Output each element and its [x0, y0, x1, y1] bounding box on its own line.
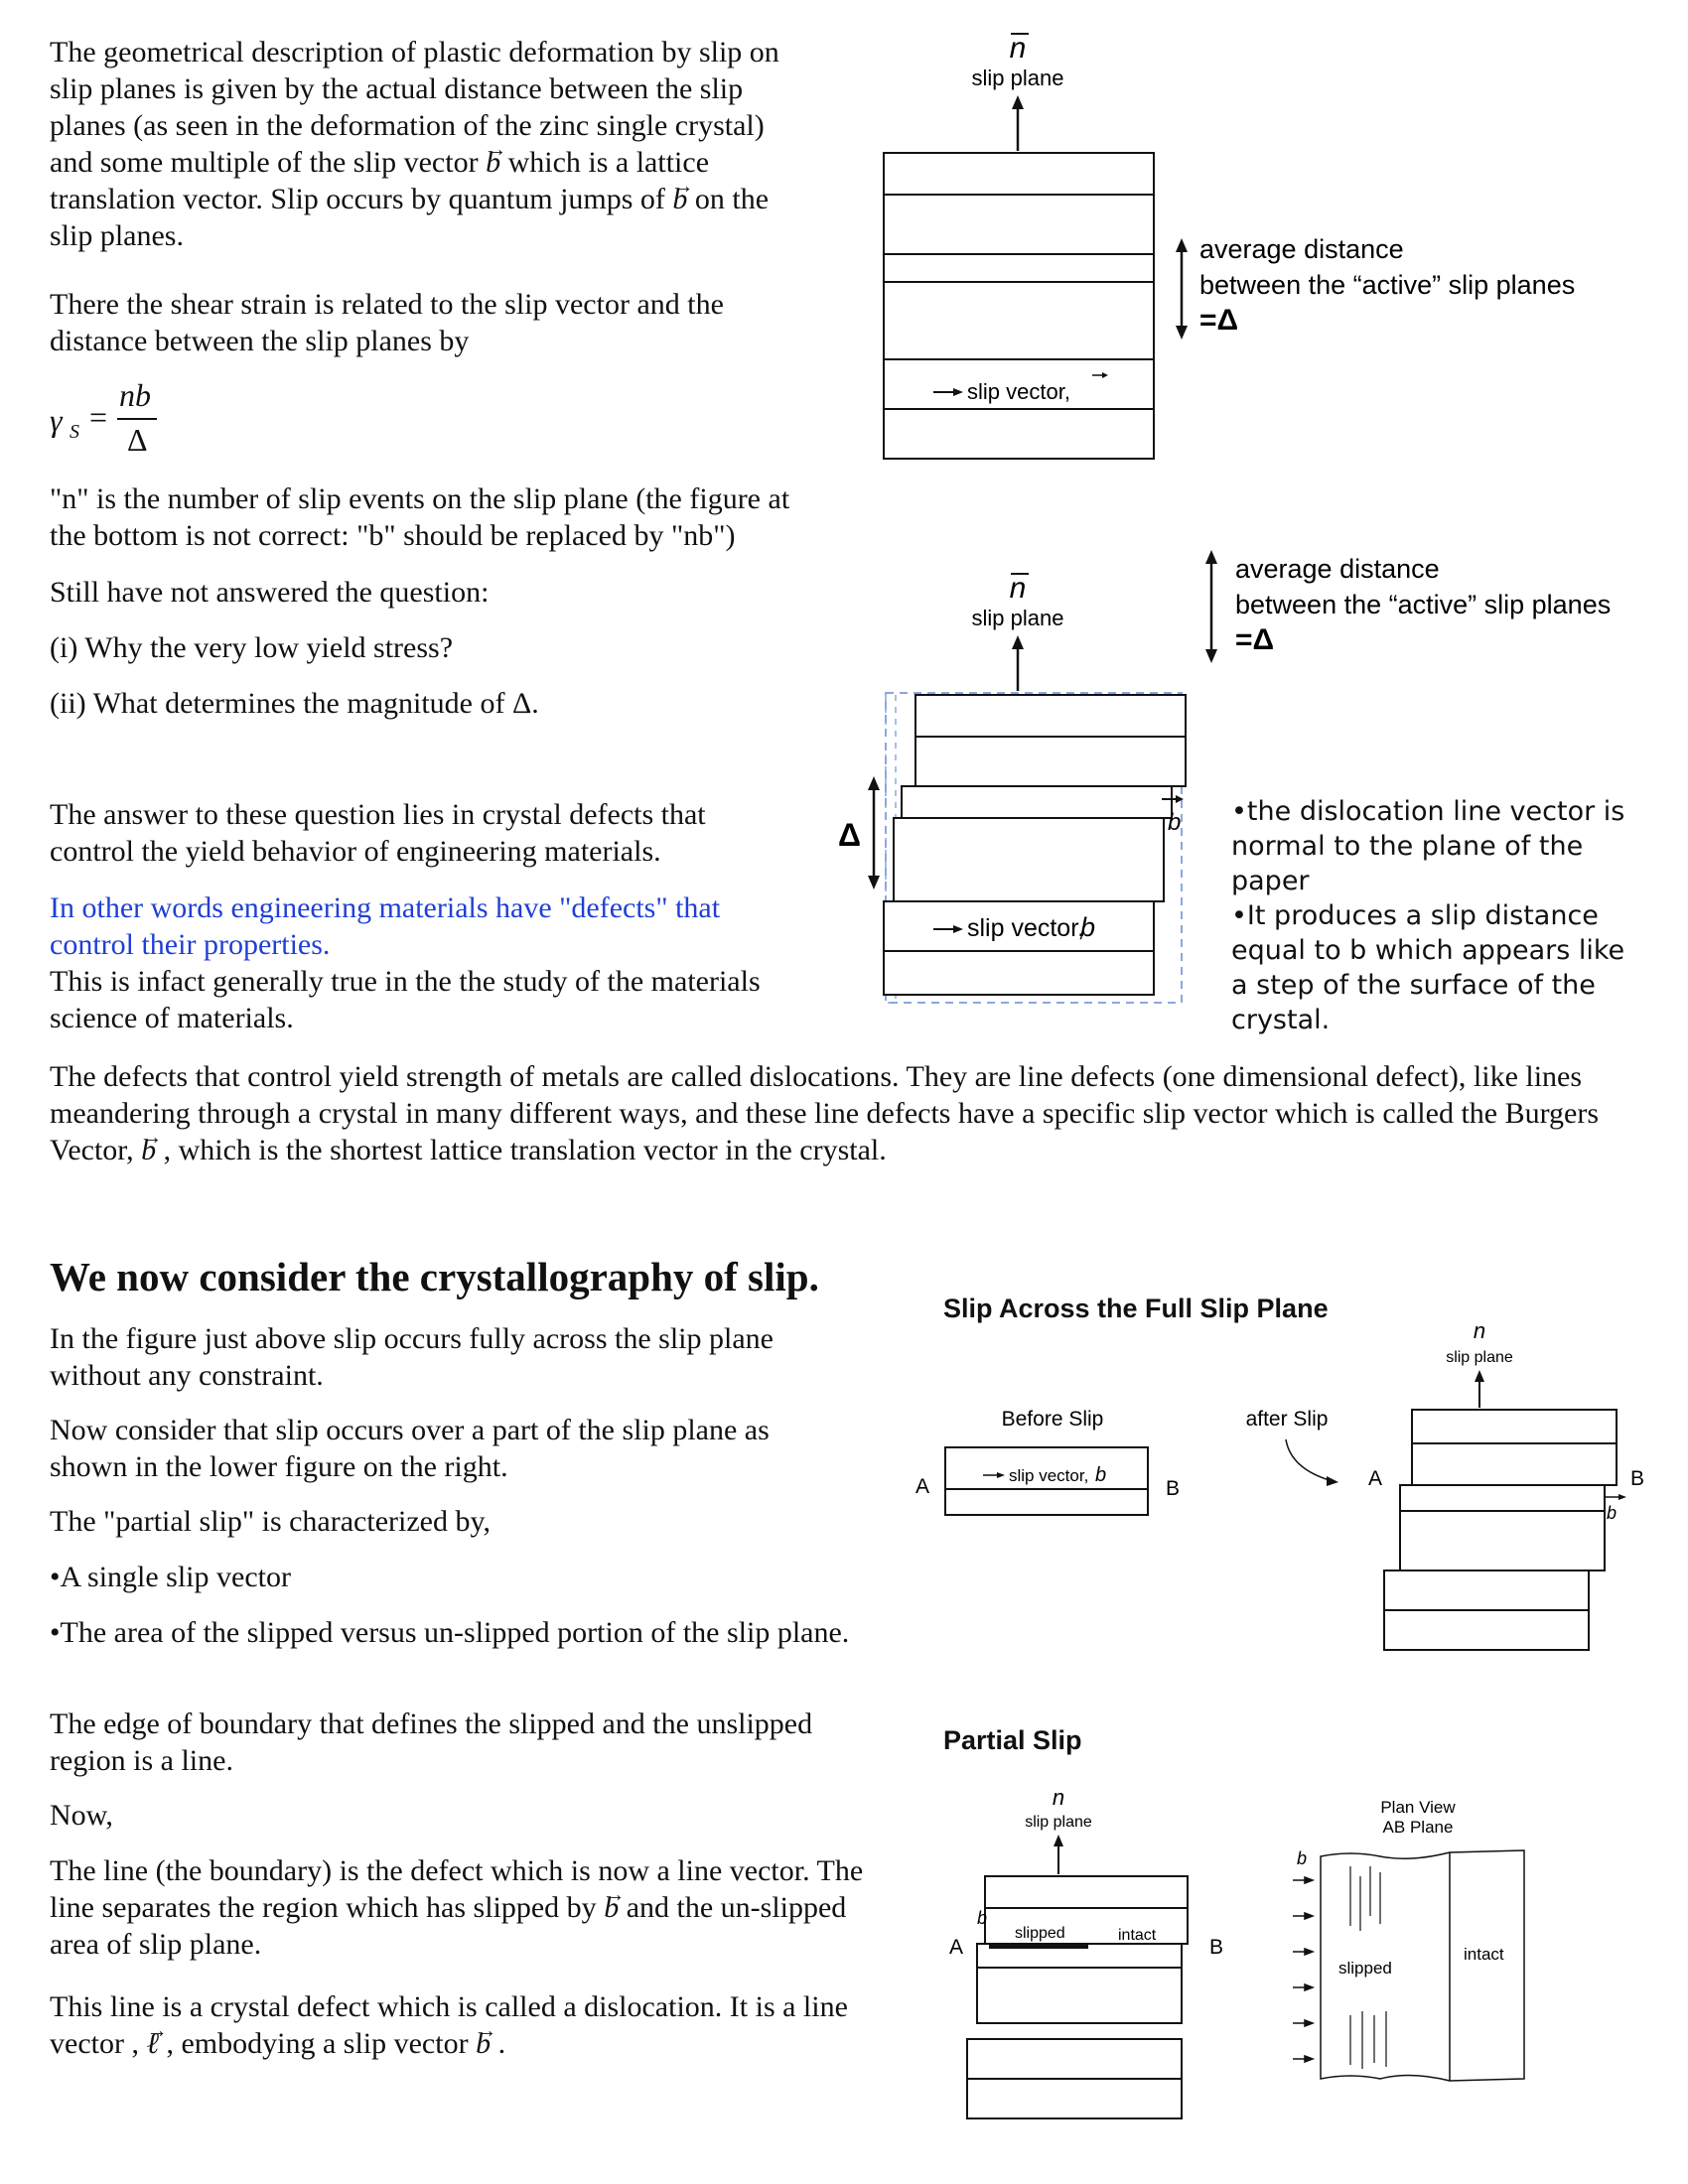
plan-slipped-label: slipped [1338, 1959, 1392, 1978]
avg-distance-line2: between the “active” slip planes [1199, 270, 1576, 300]
avg-distance-line2: between the “active” slip planes [1235, 590, 1612, 619]
n-vector-partial: n [1052, 1785, 1065, 1810]
crystal-block-4 [884, 282, 1154, 359]
dislocation-notes [1231, 794, 1648, 1037]
delta-equals: =Δ [1199, 304, 1239, 337]
upper-block-1 [915, 695, 1186, 737]
slip-plane-after: slip plane [1446, 1349, 1513, 1366]
vector-b: → b [486, 146, 500, 179]
note-slip-distance: •It produces a slip distance equal to b which appears like a step of the surface of the crystal. [1231, 900, 1625, 1035]
equation-shear-strain: γ S = nb Δ [50, 377, 248, 467]
vector-b: → b [604, 1891, 619, 1924]
partial-block-4 [977, 1968, 1182, 2023]
point-a-after: A [1368, 1467, 1383, 1490]
point-a-partial: A [949, 1936, 964, 1959]
slip-vector-label: slip vector, [967, 379, 1070, 404]
delta-left-label: Δ [838, 817, 861, 853]
slip-vector-label: slip vector, [967, 914, 1085, 942]
figure-full-slip [894, 1320, 1668, 1658]
paragraph-question-intro: Still have not answered the question: [50, 576, 490, 609]
after-block-5 [1384, 1570, 1589, 1610]
slip-vector-b: b [1080, 912, 1096, 942]
crystal-block-6 [884, 409, 1154, 459]
before-slip-b: b [1095, 1464, 1107, 1486]
vector-b: → b [141, 1134, 156, 1166]
intact-label: intact [1118, 1927, 1157, 1944]
crystal-block-1 [884, 153, 1154, 195]
crystal-block-3 [884, 254, 1154, 282]
paragraph-characterized: The "partial slip" is characterized by, [50, 1505, 492, 1538]
paragraph-dislocations: The defects that control yield strength of metals are called dislocations. They are line defects (one dimensional defect), like lines meandering through a crystal in many different ways, and these line defects have a specific slip vector which is called the Burgers Vector, → b , which is the shortest lattice translation vector in the crystal. [50, 1058, 1628, 1168]
normal-arrowhead [1012, 95, 1024, 109]
partial-slip-title: Partial Slip [943, 1725, 1082, 1755]
vector-l: → ℓ [146, 2027, 159, 2060]
figure-partial-slip [933, 1777, 1648, 2124]
paragraph-now: Now, [50, 1799, 113, 1832]
after-block-6 [1384, 1610, 1589, 1650]
crystal-block-2 [884, 195, 1154, 254]
point-b-partial: B [1209, 1936, 1224, 1959]
slip-plane-partial: slip plane [1025, 1814, 1092, 1831]
avg-distance-line1: average distance [1199, 234, 1404, 264]
slip-plane-label: slip plane [971, 66, 1064, 90]
normal-vector-label: n [1009, 572, 1027, 605]
paragraph-highlight: In other words engineering materials have "defects" that control their properties. [50, 891, 721, 961]
after-slip-label: after Slip [1245, 1408, 1329, 1431]
after-step-b: b [1607, 1503, 1618, 1523]
vector-b: → b [476, 2027, 491, 2060]
delta-arrow-bottom [1176, 326, 1188, 340]
note-line-vector: •the dislocation line vector is normal to the plane of the paper [1231, 796, 1625, 896]
step-b-label: b [1168, 809, 1182, 836]
figure-slip-planes [874, 20, 1688, 477]
n-vector-after: n [1473, 1320, 1486, 1343]
delta-left-bottom [868, 876, 880, 889]
bullet-single-vector: •A single slip vector [50, 1561, 291, 1593]
after-block-3 [1400, 1485, 1605, 1511]
plan-intact-label: intact [1464, 1945, 1504, 1964]
delta-left-top [868, 776, 880, 790]
plan-b-label: b [1297, 1848, 1308, 1868]
slip-plane-label: slip plane [971, 606, 1064, 630]
before-slip-vector-label: slip vector, [1009, 1466, 1089, 1485]
after-slip-curve-arrow [1286, 1439, 1333, 1481]
paragraph-answer: The answer to these question lies in crystal defects that control the yield behavior of engineering materials. [50, 798, 706, 868]
paragraph-partial-slip: Now consider that slip occurs over a part of the slip plane as shown in the lower figure on the right. [50, 1414, 770, 1483]
after-block-1 [1412, 1410, 1617, 1443]
after-block-4 [1400, 1511, 1605, 1570]
delta-right-top [1205, 550, 1217, 564]
normal-vector-label: n [1009, 32, 1027, 65]
before-block-bottom [945, 1489, 1148, 1515]
after-slip-curve-arrowhead [1327, 1476, 1338, 1486]
avg-distance-line1: average distance [1235, 554, 1440, 584]
ab-plane-label: AB Plane [1382, 1818, 1454, 1837]
point-a-before: A [915, 1475, 930, 1498]
point-b-before: B [1166, 1477, 1181, 1500]
fraction-bar [117, 418, 157, 420]
plan-view-label: Plan View [1380, 1798, 1456, 1817]
paragraph-n-definition: "n" is the number of slip events on the slip plane (the figure at the bottom is not correct: "b" should be replaced by "nb") [50, 482, 790, 552]
point-b-after: B [1630, 1467, 1645, 1490]
question-i: (i) Why the very low yield stress? [50, 631, 454, 664]
bullet-area: •The area of the slipped versus un-slipped portion of the slip plane. [50, 1616, 850, 1649]
partial-block-6 [967, 2079, 1182, 2118]
after-block-2 [1412, 1443, 1617, 1485]
delta-arrow-top [1176, 238, 1188, 252]
section-heading: We now consider the crystallography of slip. [50, 1254, 819, 1299]
paragraph-line-vector: The line (the boundary) is the defect which is now a line vector. The line separates the region which has slipped by → b and the un-slipped area of slip plane. [50, 1852, 884, 1963]
normal-arrowhead-after [1475, 1370, 1484, 1382]
paragraph-dislocation-def: This line is a crystal defect which is called a dislocation. It is a line vector , → ℓ , embodying a slip vector → b . [50, 1988, 884, 2062]
upper-block-2 [915, 737, 1186, 786]
plan-arrows [1293, 1877, 1313, 2062]
partial-block-5 [967, 2039, 1182, 2079]
normal-arrowhead-partial [1054, 1835, 1063, 1846]
upper-block-3 [902, 786, 1172, 818]
paragraph-boundary: The edge of boundary that defines the slipped and the unslipped region is a line. [50, 1707, 813, 1777]
vector-b: → b [672, 183, 687, 215]
middle-block [894, 818, 1164, 901]
after-step-arrowhead [1618, 1494, 1626, 1500]
delta-right-bottom [1205, 649, 1217, 663]
partial-block-1 [985, 1876, 1188, 1908]
paragraph-general-truth: This is infact generally true in the the study of the materials science of materials. [50, 965, 761, 1034]
slipped-label: slipped [1015, 1925, 1065, 1942]
lower-block-2 [884, 951, 1154, 995]
paragraph-full-slip: In the figure just above slip occurs fully across the slip plane without any constraint. [50, 1322, 774, 1392]
delta-equals: =Δ [1235, 623, 1275, 656]
normal-arrowhead [1012, 635, 1024, 649]
paragraph-geometric-description: The geometrical description of plastic deformation by slip on slip planes is given by the actual distance between the slip planes (as seen in the deformation of the zinc single crystal) and some multiple of the slip vector → b which is a lattice translation vector. Slip occurs by quantum jumps of → b on the slip planes. [50, 34, 814, 254]
question-ii: (ii) What determines the magnitude of Δ. [50, 687, 539, 720]
before-slip-label: Before Slip [1001, 1408, 1104, 1431]
paragraph-shear-strain: There the shear strain is related to the slip vector and the distance between the slip planes by [50, 288, 724, 357]
b-label-partial: b [977, 1908, 988, 1928]
full-slip-title: Slip Across the Full Slip Plane [943, 1294, 1329, 1323]
